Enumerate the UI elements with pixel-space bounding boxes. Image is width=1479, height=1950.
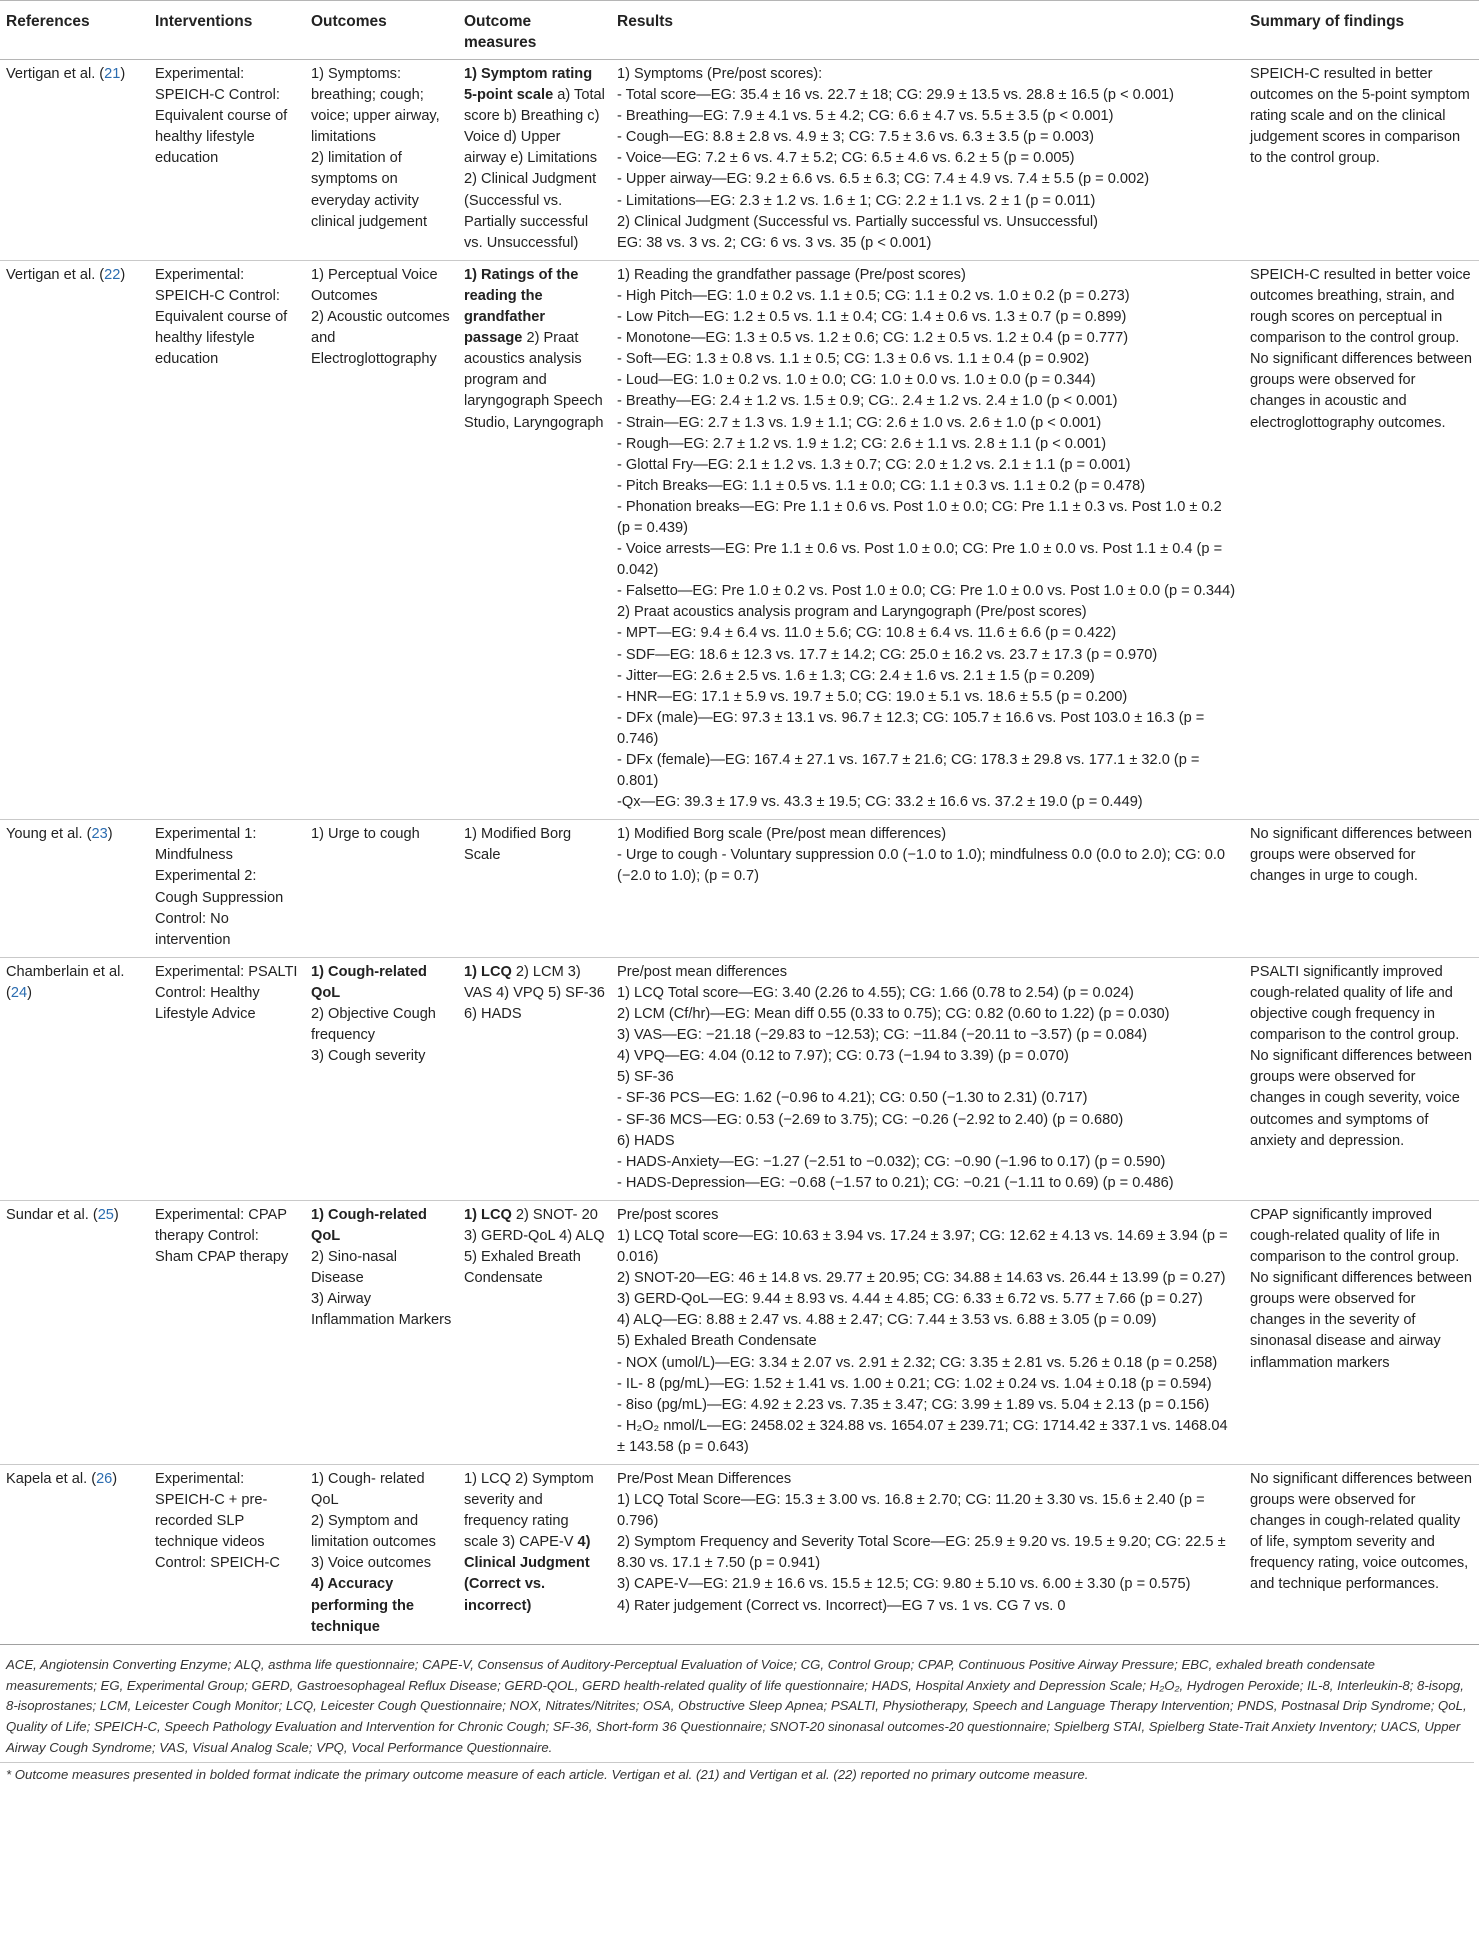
result-line: - HADS-Depression—EG: −0.68 (−1.57 to 0.21); CG: −0.21 (−1.11 to 0.69) (p = 0.486) xyxy=(617,1174,1174,1191)
cell-interventions xyxy=(149,260,305,819)
cell-summary: PSALTI significantly improved cough-related quality of life and objective cough frequency in comparison to the control group. No significant differences between groups were observed for changes in cough severity, voice outcomes and symptoms of anxiety and depression. xyxy=(1250,963,1473,1149)
result-line: -Qx—EG: 39.3 ± 17.9 vs. 43.3 ± 19.5; CG: 33.2 ± 16.6 vs. 37.2 ± 19.0 (p = 0.449) xyxy=(617,794,1143,811)
cell-results xyxy=(611,1465,1244,1645)
cell-results xyxy=(611,820,1244,958)
result-line: Pre/post scores xyxy=(617,1206,719,1223)
result-line: 1) Symptoms (Pre/post scores): xyxy=(617,66,823,82)
reference-citation-link[interactable]: 21 xyxy=(104,66,121,82)
outcome-measure-text: 1) LCQ 2) Symptom severity and frequency rating scale 3) CAPE-V xyxy=(464,1471,594,1551)
outcome-measure-text: 2) SNOT- 20 3) GERD-QoL 4) ALQ 5) Exhaled Breath Condensate xyxy=(464,1206,605,1287)
result-line: - Total score—EG: 35.4 ± 16 vs. 22.7 ± 18; CG: 29.9 ± 13.5 vs. 28.8 ± 16.5 (p < 0.001) xyxy=(617,87,1175,104)
footnote-primary-outcome: * Outcome measures presented in bolded format indicate the primary outcome measure of each article. Vertigan et al. (21) and Vertigan et al. (22) reported no primary outcome measure. xyxy=(0,1762,1474,1786)
reference-author: Vertigan et al. xyxy=(6,266,96,283)
reference-citation-link[interactable]: 22 xyxy=(104,266,121,283)
result-line: - HADS-Anxiety—EG: −1.27 (−2.51 to −0.032); CG: −0.90 (−1.96 to 0.17) (p = 0.590) xyxy=(617,1153,1166,1170)
outcome-item: 1) Perceptual Voice Outcomes xyxy=(311,266,438,304)
result-line: - Falsetto—EG: Pre 1.0 ± 0.2 vs. Post 1.0 ± 0.0; CG: Pre 1.0 ± 0.0 vs. Post 1.0 ± 0.0 (p = 0.344) xyxy=(617,583,1236,600)
cell-reference: Vertigan et al. (22) xyxy=(6,266,126,283)
result-line: 2) Praat acoustics analysis program and Laryngograph (Pre/post scores) xyxy=(617,604,1087,621)
result-line: 1) Modified Borg scale (Pre/post mean differences) xyxy=(617,826,947,843)
cell-outcomes xyxy=(305,260,458,819)
outcome-measure-text: 1) Ratings of the reading the grandfather passage xyxy=(464,266,579,347)
header-interventions: Interventions xyxy=(155,13,253,30)
cell-outcomes xyxy=(305,1200,458,1464)
header-summary: Summary of findings xyxy=(1250,13,1405,30)
outcome-item: 2) Acoustic outcomes and Electroglottography xyxy=(311,309,450,368)
result-line: 2) LCM (Cf/hr)—EG: Mean diff 0.55 (0.33 to 0.75); CG: 0.82 (0.60 to 1.22) (p = 0.030) xyxy=(617,1006,1170,1023)
result-line: - H₂O₂ nmol/L—EG: 2458.02 ± 324.88 vs. 1654.07 ± 239.71; CG: 1714.42 ± 337.1 vs. 1468.04 ± 143.58 (p = 0.643) xyxy=(617,1417,1228,1455)
cell-results xyxy=(611,60,1244,261)
result-line: - Rough—EG: 2.7 ± 1.2 vs. 1.9 ± 1.2; CG: 2.6 ± 1.1 vs. 2.8 ± 1.1 (p < 0.001) xyxy=(617,435,1107,452)
outcome-item: 1) Cough-related QoL xyxy=(311,963,427,1001)
outcome-measure-text: 1) LCQ xyxy=(464,963,512,980)
header-row xyxy=(0,1,1479,60)
cell-summary: No significant differences between groups were observed for changes in urge to cough. xyxy=(1250,826,1473,885)
table-body xyxy=(0,60,1479,1645)
cell-summary: SPEICH-C resulted in better outcomes on the 5-point symptom rating scale and on the clinical judgement scores in comparison to the control group. xyxy=(1250,66,1470,167)
cell-summary: SPEICH-C resulted in better voice outcomes breathing, strain, and rough scores on perceptual in comparison to the control group. No significant differences between groups were observed for changes in acoustic and electroglottography outcomes. xyxy=(1250,266,1473,431)
table-row xyxy=(0,1465,1479,1645)
outcome-item: 1) Cough-related QoL xyxy=(311,1206,427,1244)
reference-citation-link[interactable]: 23 xyxy=(91,826,108,843)
result-line: - Soft—EG: 1.3 ± 0.8 vs. 1.1 ± 0.5; CG: 1.3 ± 0.6 vs. 1.1 ± 0.4 (p = 0.902) xyxy=(617,351,1090,368)
reference-author: Sundar et al. xyxy=(6,1206,89,1223)
header-outcome-measures: Outcome measures xyxy=(464,13,537,51)
intervention-text: Experimental: SPEICH-C Control: Equivalent course of healthy lifestyle education xyxy=(155,266,288,368)
outcome-measure-text: a) Total score b) Breathing c) Voice d) Upper airway e) Limitations 2) Clinical Judgment (Successful vs. Partially successful vs. Unsuccessful) xyxy=(464,87,605,251)
result-line: - SF-36 MCS—EG: 0.53 (−2.69 to 3.75); CG: −0.26 (−2.92 to 2.40) (p = 0.680) xyxy=(617,1111,1124,1128)
cell-outcomes xyxy=(305,60,458,261)
result-line: - Pitch Breaks—EG: 1.1 ± 0.5 vs. 1.1 ± 0.0; CG: 1.1 ± 0.3 vs. 1.1 ± 0.2 (p = 0.478) xyxy=(617,477,1146,494)
intervention-text: Experimental: PSALTI Control: Healthy Lifestyle Advice xyxy=(155,963,298,1023)
result-line: - SDF—EG: 18.6 ± 12.3 vs. 17.7 ± 14.2; CG: 25.0 ± 16.2 vs. 23.7 ± 17.3 (p = 0.970) xyxy=(617,646,1158,663)
outcome-item: 2) Symptom and limitation outcomes xyxy=(311,1513,436,1551)
outcome-item: 2) Sino-nasal Disease xyxy=(311,1249,397,1287)
footnote-abbreviations: ACE, Angiotensin Converting Enzyme; ALQ, asthma life questionnaire; CAPE-V, Consensus of Auditory-Perceptual Evaluation of Voice; CG, Control Group; CPAP, Continuous Positive Airway Pressure; EBC, exhaled breath condensate measurements; EG, Experimental Group; GERD, Gastroesophageal Reflux Disease; GERD-QOL, GERD health-related quality of life questionnaire; HADS, Hospital Anxiety and Depression Scale; H₂O₂, Hydrogen Peroxide; IL-8, Interleukin-8; 8-isopg, 8-isoprostanes; LCM, Leicester Cough Monitor; LCQ, Leicester Cough Questionnaire; NOX, Nitrates/Nitrites; OSA, Obstructive Sleep Apnea; PSALTI, Physiotherapy, Speech and Language Therapy Intervention; PNDS, Postnasal Drip Syndrome; QoL, Quality of Life; SPEICH-C, Speech Pathology Evaluation and Intervention for Chronic Cough; SF-36, Short-form 36 Questionnaire; SNOT-20 sinonasal outcomes-20 questionnaire; Spielberg STAI, Spielberg State-Trait Anxiety Inventory; UACS, Upper Airway Cough Syndrome; VAS, Visual Analog Scale; VPQ, Vocal Performance Questionnaire. xyxy=(6,1656,1467,1755)
outcome-measure-text: 2) LCM 3) VAS 4) VPQ 5) SF-36 6) HADS xyxy=(464,963,605,1023)
header-references: References xyxy=(6,13,90,30)
result-line: - Jitter—EG: 2.6 ± 2.5 vs. 1.6 ± 1.3; CG: 2.4 ± 1.6 vs. 2.1 ± 1.5 (p = 0.209) xyxy=(617,667,1095,684)
result-line: 3) VAS—EG: −21.18 (−29.83 to −12.53); CG: −11.84 (−20.11 to −3.57) (p = 0.084) xyxy=(617,1027,1148,1044)
result-line: - HNR—EG: 17.1 ± 5.9 vs. 19.7 ± 5.0; CG: 19.0 ± 5.1 vs. 18.6 ± 5.5 (p = 0.200) xyxy=(617,688,1128,705)
outcome-item: 3) Airway Inflammation Markers xyxy=(311,1291,452,1329)
cell-outcome-measures xyxy=(458,1200,611,1464)
result-line: - Upper airway—EG: 9.2 ± 6.6 vs. 6.5 ± 6.3; CG: 7.4 ± 4.9 vs. 7.4 ± 5.5 (p = 0.002) xyxy=(617,171,1150,188)
result-line: - IL- 8 (pg/mL)—EG: 1.52 ± 1.41 vs. 1.00 ± 0.21; CG: 1.02 ± 0.24 vs. 1.04 ± 0.18 (p = 0.594) xyxy=(617,1375,1212,1392)
result-line: - Voice—EG: 7.2 ± 6 vs. 4.7 ± 5.2; CG: 6.5 ± 4.6 vs. 6.2 ± 5 (p = 0.005) xyxy=(617,150,1075,167)
result-line: - Strain—EG: 2.7 ± 1.3 vs. 1.9 ± 1.1; CG: 2.6 ± 1.0 vs. 2.6 ± 1.0 (p < 0.001) xyxy=(617,414,1102,431)
outcome-item: 1) Symptoms: breathing; cough; voice; upper airway, limitations xyxy=(311,66,440,146)
cell-interventions xyxy=(149,820,305,958)
table-row xyxy=(0,60,1479,261)
intervention-text: Experimental: SPEICH-C Control: Equivalent course of healthy lifestyle education xyxy=(155,66,288,167)
result-line: Pre/Post Mean Differences xyxy=(617,1471,792,1487)
result-line: - Voice arrests—EG: Pre 1.1 ± 0.6 vs. Post 1.0 ± 0.0; CG: Pre 1.0 ± 0.0 vs. Post 1.1 ± 0.4 (p = 0.042) xyxy=(617,541,1223,579)
cell-interventions xyxy=(149,60,305,261)
result-line: - Monotone—EG: 1.3 ± 0.5 vs. 1.2 ± 0.6; CG: 1.2 ± 0.5 vs. 1.2 ± 0.4 (p = 0.777) xyxy=(617,330,1129,347)
cell-outcome-measures xyxy=(458,820,611,958)
result-line: 2) SNOT-20—EG: 46 ± 14.8 vs. 29.77 ± 20.95; CG: 34.88 ± 14.63 vs. 26.44 ± 13.99 (p = 0.27) xyxy=(617,1270,1226,1287)
result-line: - Phonation breaks—EG: Pre 1.1 ± 0.6 vs. Post 1.0 ± 0.0; CG: Pre 1.1 ± 0.3 vs. Post 1.0 ± 0.2 (p = 0.439) xyxy=(617,498,1222,536)
table-row xyxy=(0,1200,1479,1464)
result-line: 1) LCQ Total score—EG: 10.63 ± 3.94 vs. 17.24 ± 3.97; CG: 12.62 ± 4.13 vs. 14.69 ± 3.94 (p = 0.016) xyxy=(617,1227,1228,1266)
reference-citation-link[interactable]: 26 xyxy=(96,1471,113,1487)
cell-outcomes xyxy=(305,957,458,1200)
result-line: 6) HADS xyxy=(617,1132,675,1149)
cell-reference: Young et al. (23) xyxy=(6,826,113,843)
result-line: 1) LCQ Total score—EG: 3.40 (2.26 to 4.55); CG: 1.66 (0.78 to 2.54) (p = 0.024) xyxy=(617,984,1134,1001)
result-line: - Cough—EG: 8.8 ± 2.8 vs. 4.9 ± 3; CG: 7.5 ± 3.6 vs. 6.3 ± 3.5 (p = 0.003) xyxy=(617,129,1094,146)
result-line: 1) LCQ Total Score—EG: 15.3 ± 3.00 vs. 16.8 ± 2.70; CG: 11.20 ± 3.30 vs. 15.6 ± 2.40 (p = 0.796) xyxy=(617,1492,1205,1530)
result-line: - Glottal Fry—EG: 2.1 ± 1.2 vs. 1.3 ± 0.7; CG: 2.0 ± 1.2 vs. 2.1 ± 1.1 (p = 0.001) xyxy=(617,456,1131,473)
outcome-item: 3) Voice outcomes xyxy=(311,1555,432,1572)
outcome-item: 3) Cough severity xyxy=(311,1048,426,1065)
cell-outcome-measures xyxy=(458,60,611,261)
result-line: - Loud—EG: 1.0 ± 0.2 vs. 1.0 ± 0.0; CG: 1.0 ± 0.0 vs. 1.0 ± 0.0 (p = 0.344) xyxy=(617,372,1096,389)
intervention-text: Experimental 1: Mindfulness Experimental 2: Cough Suppression Control: No intervention xyxy=(155,826,284,948)
result-line: - Low Pitch—EG: 1.2 ± 0.5 vs. 1.1 ± 0.4; CG: 1.4 ± 0.6 vs. 1.3 ± 0.7 (p = 0.899) xyxy=(617,309,1127,326)
table-row xyxy=(0,260,1479,819)
cell-reference: Kapela et al. (26) xyxy=(6,1471,118,1487)
cell-summary: CPAP significantly improved cough-related quality of life in comparison to the control group. No significant differences between groups were observed for changes in the severity of sinonasal disease and airway inflammation markers xyxy=(1250,1206,1473,1371)
header-outcomes: Outcomes xyxy=(311,13,387,30)
outcome-item: 2) Objective Cough frequency xyxy=(311,1006,436,1044)
result-line: - MPT—EG: 9.4 ± 6.4 vs. 11.0 ± 5.6; CG: 10.8 ± 6.4 vs. 11.6 ± 6.6 (p = 0.422) xyxy=(617,625,1117,642)
result-line: 4) Rater judgement (Correct vs. Incorrect)—EG 7 vs. 1 vs. CG 7 vs. 0 xyxy=(617,1597,1066,1614)
result-line: Pre/post mean differences xyxy=(617,963,788,980)
outcome-measure-text: 1) Symptom rating 5-point scale xyxy=(464,66,593,104)
cell-reference: Vertigan et al. (21) xyxy=(6,66,126,82)
reference-author: Kapela et al. xyxy=(6,1471,88,1487)
result-line: - DFx (male)—EG: 97.3 ± 13.1 vs. 96.7 ± 12.3; CG: 105.7 ± 16.6 vs. Post 103.0 ± 16.3 (p = 0.746) xyxy=(617,709,1205,747)
result-line: 3) CAPE-V—EG: 21.9 ± 16.6 vs. 15.5 ± 12.5; CG: 9.80 ± 5.10 vs. 6.00 ± 3.30 (p = 0.575) xyxy=(617,1576,1191,1593)
outcome-item: 2) limitation of symptoms on everyday activity clinical judgement xyxy=(311,150,428,230)
result-line: 3) GERD-QoL—EG: 9.44 ± 8.93 vs. 4.44 ± 4.85; CG: 6.33 ± 6.72 vs. 5.77 ± 7.66 (p = 0.27) xyxy=(617,1291,1203,1308)
outcome-item: 4) Accuracy performing the technique xyxy=(311,1576,414,1635)
result-line: - NOX (umol/L)—EG: 3.34 ± 2.07 vs. 2.91 ± 2.32; CG: 3.35 ± 2.81 vs. 5.26 ± 0.18 (p = 0.258) xyxy=(617,1354,1218,1371)
cell-reference: Chamberlain et al. (24) xyxy=(6,963,125,1001)
reference-citation-link[interactable]: 25 xyxy=(97,1206,114,1223)
cell-results xyxy=(611,1200,1244,1464)
cell-outcome-measures xyxy=(458,957,611,1200)
outcome-measure-text: 1) Modified Borg Scale xyxy=(464,826,572,864)
outcome-item: 1) Cough- related QoL xyxy=(311,1471,425,1509)
intervention-text: Experimental: SPEICH-C + pre-recorded SLP technique videos Control: SPEICH-C xyxy=(155,1471,280,1572)
cell-reference: Sundar et al. (25) xyxy=(6,1206,119,1223)
cell-interventions xyxy=(149,1200,305,1464)
outcome-measure-text: 2) Praat acoustics analysis program and laryngograph Speech Studio, Laryngograph xyxy=(464,330,604,431)
reference-author: Young et al. xyxy=(6,826,83,843)
cell-summary: No significant differences between groups were observed for changes in cough-related quality of life, symptom severity and frequency rating, voice outcomes, and technique performances. xyxy=(1250,1471,1473,1593)
result-line: - Urge to cough - Voluntary suppression 0.0 (−1.0 to 1.0); mindfulness 0.0 (0.0 to 2.0); CG: 0.0 (−2.0 to 1.0); (p = 0.7) xyxy=(617,847,1225,885)
outcome-measure-text: 4) Clinical Judgment (Correct vs. incorrect) xyxy=(464,1534,591,1614)
cell-outcome-measures xyxy=(458,1465,611,1645)
result-line: EG: 38 vs. 3 vs. 2; CG: 6 vs. 3 vs. 35 (p < 0.001) xyxy=(617,234,932,251)
result-line: 2) Symptom Frequency and Severity Total Score—EG: 25.9 ± 9.20 vs. 19.5 ± 9.20; CG: 22.5 ± 8.30 vs. 17.1 ± 7.50 (p = 0.941) xyxy=(617,1534,1226,1572)
cell-outcomes xyxy=(305,820,458,958)
result-line: 5) SF-36 xyxy=(617,1069,674,1086)
result-line: 1) Reading the grandfather passage (Pre/post scores) xyxy=(617,266,966,283)
cell-results xyxy=(611,260,1244,819)
result-line: 5) Exhaled Breath Condensate xyxy=(617,1333,817,1350)
reference-citation-link[interactable]: 24 xyxy=(10,984,28,1001)
reference-author: Vertigan et al. xyxy=(6,66,96,82)
reference-author: Chamberlain et al. xyxy=(6,963,125,980)
table-row xyxy=(0,957,1479,1200)
cell-outcomes xyxy=(305,1465,458,1645)
intervention-text: Experimental: CPAP therapy Control: Sham CPAP therapy xyxy=(155,1206,289,1266)
result-line: - High Pitch—EG: 1.0 ± 0.2 vs. 1.1 ± 0.5; CG: 1.1 ± 0.2 vs. 1.0 ± 0.2 (p = 0.273) xyxy=(617,287,1130,304)
cell-results xyxy=(611,957,1244,1200)
result-line: 4) VPQ—EG: 4.04 (0.12 to 7.97); CG: 0.73 (−1.94 to 3.39) (p = 0.070) xyxy=(617,1048,1069,1065)
result-line: - Breathing—EG: 7.9 ± 4.1 vs. 5 ± 4.2; CG: 6.6 ± 4.7 vs. 5.5 ± 3.5 (p < 0.001) xyxy=(617,108,1114,125)
table-row xyxy=(0,820,1479,958)
result-line: 2) Clinical Judgment (Successful vs. Partially successful vs. Unsuccessful) xyxy=(617,213,1098,230)
result-line: - Breathy—EG: 2.4 ± 1.2 vs. 1.5 ± 0.9; CG:. 2.4 ± 1.2 vs. 2.4 ± 1.0 (p < 0.001) xyxy=(617,393,1118,410)
header-results: Results xyxy=(617,13,673,30)
result-line: - SF-36 PCS—EG: 1.62 (−0.96 to 4.21); CG: 0.50 (−1.30 to 2.31) (0.717) xyxy=(617,1090,1088,1107)
result-line: 4) ALQ—EG: 8.88 ± 2.47 vs. 4.88 ± 2.47; CG: 7.44 ± 3.53 vs. 6.88 ± 3.05 (p = 0.09) xyxy=(617,1312,1157,1329)
result-line: - 8iso (pg/mL)—EG: 4.92 ± 2.23 vs. 7.35 ± 3.47; CG: 3.99 ± 1.89 vs. 5.04 ± 2.13 (p = 0.156) xyxy=(617,1396,1210,1413)
result-line: - Limitations—EG: 2.3 ± 1.2 vs. 1.6 ± 1; CG: 2.2 ± 1.1 vs. 2 ± 1 (p = 0.011) xyxy=(617,192,1096,209)
outcome-item: 1) Urge to cough xyxy=(311,826,420,843)
result-line: - DFx (female)—EG: 167.4 ± 27.1 vs. 167.7 ± 21.6; CG: 178.3 ± 29.8 vs. 177.1 ± 32.0 (p = 0.801) xyxy=(617,752,1200,790)
cell-interventions xyxy=(149,957,305,1200)
outcome-measure-text: 1) LCQ xyxy=(464,1206,512,1223)
cell-outcome-measures xyxy=(458,260,611,819)
cell-interventions xyxy=(149,1465,305,1645)
